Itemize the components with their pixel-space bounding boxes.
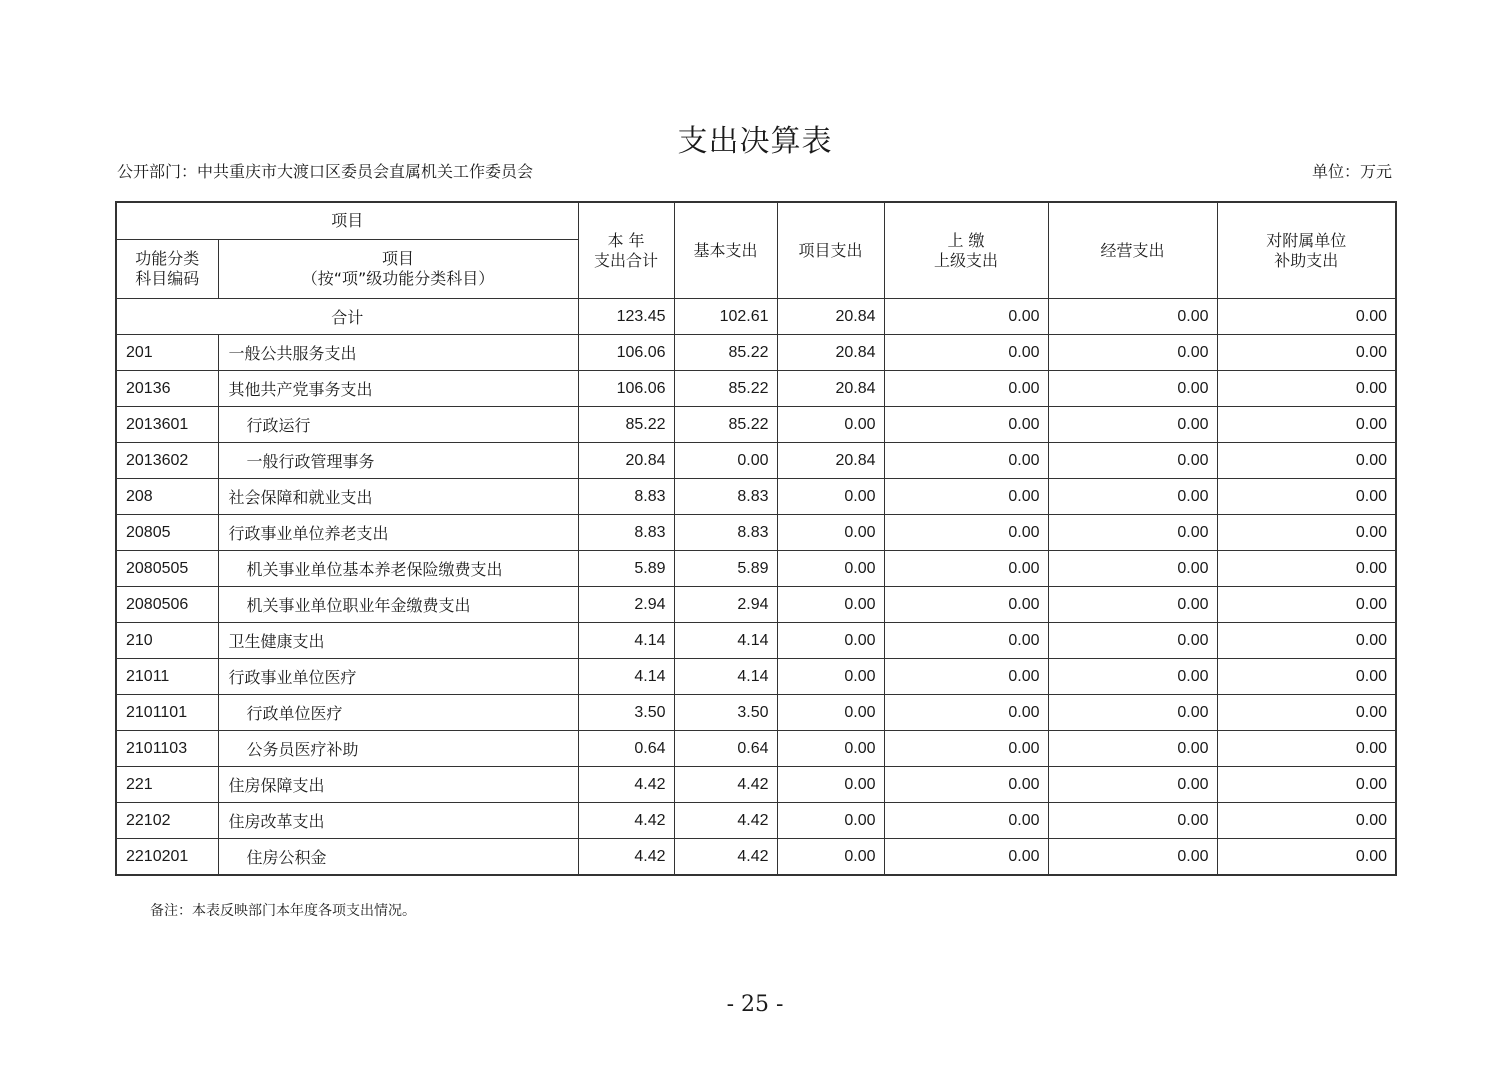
table-row bbox=[116, 767, 1396, 803]
row-code: 21011 bbox=[116, 659, 218, 695]
row-code: 2101103 bbox=[116, 731, 218, 767]
total-value: 20.84 bbox=[777, 299, 884, 335]
row-name: 住房公积金 bbox=[218, 839, 578, 876]
row-value: 20.84 bbox=[777, 335, 884, 371]
table-row bbox=[116, 659, 1396, 695]
row-value: 0.00 bbox=[1217, 515, 1396, 551]
row-value: 0.00 bbox=[884, 479, 1048, 515]
row-value: 4.42 bbox=[578, 767, 674, 803]
row-value: 0.00 bbox=[1217, 695, 1396, 731]
row-value: 2.94 bbox=[578, 587, 674, 623]
table-row bbox=[116, 731, 1396, 767]
page-title: 支出决算表 bbox=[677, 124, 833, 159]
row-value: 4.14 bbox=[674, 659, 777, 695]
row-code: 22102 bbox=[116, 803, 218, 839]
row-value: 0.00 bbox=[777, 551, 884, 587]
table-row bbox=[116, 335, 1396, 371]
row-value: 0.00 bbox=[1048, 371, 1217, 407]
row-value: 0.00 bbox=[884, 371, 1048, 407]
total-value: 102.61 bbox=[674, 299, 777, 335]
row-value: 0.00 bbox=[777, 731, 884, 767]
row-value: 0.00 bbox=[1217, 731, 1396, 767]
total-label: 合计 bbox=[116, 299, 578, 335]
row-value: 0.00 bbox=[777, 767, 884, 803]
row-name: 行政事业单位医疗 bbox=[218, 659, 578, 695]
row-name: 卫生健康支出 bbox=[218, 623, 578, 659]
row-value: 0.00 bbox=[884, 803, 1048, 839]
row-value: 0.00 bbox=[777, 515, 884, 551]
row-value: 4.14 bbox=[578, 659, 674, 695]
row-value: 0.00 bbox=[1048, 587, 1217, 623]
row-value: 0.00 bbox=[1048, 479, 1217, 515]
row-value: 0.00 bbox=[884, 551, 1048, 587]
row-value: 0.00 bbox=[1048, 731, 1217, 767]
row-code: 20805 bbox=[116, 515, 218, 551]
row-value: 85.22 bbox=[674, 335, 777, 371]
row-code: 210 bbox=[116, 623, 218, 659]
row-value: 0.00 bbox=[1048, 803, 1217, 839]
row-value: 0.00 bbox=[777, 479, 884, 515]
row-value: 0.00 bbox=[777, 695, 884, 731]
row-code: 2101101 bbox=[116, 695, 218, 731]
header-upper: 上 缴 上级支出 bbox=[884, 202, 1048, 299]
row-value: 4.42 bbox=[674, 803, 777, 839]
expenditure-table bbox=[115, 201, 1397, 876]
header-business: 经营支出 bbox=[1048, 202, 1217, 299]
table-row bbox=[116, 623, 1396, 659]
table-row bbox=[116, 407, 1396, 443]
row-value: 0.64 bbox=[674, 731, 777, 767]
row-value: 4.42 bbox=[578, 839, 674, 876]
row-name: 一般行政管理事务 bbox=[218, 443, 578, 479]
table-row bbox=[116, 479, 1396, 515]
row-code: 2080505 bbox=[116, 551, 218, 587]
row-name: 行政运行 bbox=[218, 407, 578, 443]
row-value: 106.06 bbox=[578, 335, 674, 371]
row-value: 2.94 bbox=[674, 587, 777, 623]
row-code: 2013602 bbox=[116, 443, 218, 479]
row-value: 4.14 bbox=[578, 623, 674, 659]
row-name: 行政事业单位养老支出 bbox=[218, 515, 578, 551]
row-value: 0.00 bbox=[1048, 659, 1217, 695]
row-value: 0.00 bbox=[1048, 623, 1217, 659]
row-value: 8.83 bbox=[674, 479, 777, 515]
row-value: 0.00 bbox=[1048, 443, 1217, 479]
row-code: 2013601 bbox=[116, 407, 218, 443]
row-value: 0.00 bbox=[884, 587, 1048, 623]
row-value: 5.89 bbox=[578, 551, 674, 587]
table-row bbox=[116, 443, 1396, 479]
row-value: 0.00 bbox=[884, 659, 1048, 695]
row-value: 0.00 bbox=[1217, 551, 1396, 587]
row-value: 0.00 bbox=[777, 623, 884, 659]
row-value: 0.00 bbox=[1217, 587, 1396, 623]
row-value: 4.14 bbox=[674, 623, 777, 659]
row-value: 20.84 bbox=[578, 443, 674, 479]
row-value: 0.00 bbox=[884, 623, 1048, 659]
total-value: 123.45 bbox=[578, 299, 674, 335]
row-value: 0.00 bbox=[884, 839, 1048, 876]
header-subsidy: 对附属单位 补助支出 bbox=[1217, 202, 1396, 299]
row-value: 85.22 bbox=[674, 407, 777, 443]
row-name: 机关事业单位基本养老保险缴费支出 bbox=[218, 551, 578, 587]
header-project: 项目 bbox=[116, 202, 578, 240]
row-code: 2210201 bbox=[116, 839, 218, 876]
row-name: 一般公共服务支出 bbox=[218, 335, 578, 371]
department-label: 公开部门：中共重庆市大渡口区委员会直属机关工作委员会 bbox=[117, 162, 534, 181]
row-value: 0.00 bbox=[1217, 767, 1396, 803]
row-value: 0.00 bbox=[1217, 371, 1396, 407]
row-value: 0.64 bbox=[578, 731, 674, 767]
row-value: 0.00 bbox=[777, 587, 884, 623]
row-value: 0.00 bbox=[1048, 839, 1217, 876]
header-code: 功能分类 科目编码 bbox=[116, 240, 218, 299]
row-name: 社会保障和就业支出 bbox=[218, 479, 578, 515]
row-value: 0.00 bbox=[1217, 623, 1396, 659]
total-row bbox=[116, 299, 1396, 335]
row-value: 0.00 bbox=[1048, 551, 1217, 587]
row-name: 行政单位医疗 bbox=[218, 695, 578, 731]
row-value: 20.84 bbox=[777, 443, 884, 479]
row-value: 0.00 bbox=[1217, 443, 1396, 479]
row-value: 0.00 bbox=[1217, 839, 1396, 876]
row-value: 85.22 bbox=[674, 371, 777, 407]
row-code: 208 bbox=[116, 479, 218, 515]
table-row bbox=[116, 803, 1396, 839]
row-code: 221 bbox=[116, 767, 218, 803]
row-value: 0.00 bbox=[1217, 407, 1396, 443]
row-value: 0.00 bbox=[1048, 335, 1217, 371]
row-value: 4.42 bbox=[578, 803, 674, 839]
header-total: 本 年 支出合计 bbox=[578, 202, 674, 299]
row-value: 0.00 bbox=[1048, 695, 1217, 731]
row-value: 0.00 bbox=[884, 695, 1048, 731]
table-row bbox=[116, 551, 1396, 587]
row-code: 2080506 bbox=[116, 587, 218, 623]
row-value: 85.22 bbox=[578, 407, 674, 443]
total-value: 0.00 bbox=[884, 299, 1048, 335]
row-value: 0.00 bbox=[884, 407, 1048, 443]
table-row bbox=[116, 839, 1396, 876]
row-value: 0.00 bbox=[1217, 335, 1396, 371]
table-row bbox=[116, 695, 1396, 731]
row-name: 机关事业单位职业年金缴费支出 bbox=[218, 587, 578, 623]
row-value: 0.00 bbox=[777, 659, 884, 695]
row-value: 106.06 bbox=[578, 371, 674, 407]
row-value: 0.00 bbox=[777, 407, 884, 443]
row-value: 0.00 bbox=[1048, 407, 1217, 443]
page-number: - 25 - bbox=[726, 992, 784, 1017]
row-value: 0.00 bbox=[777, 803, 884, 839]
row-value: 0.00 bbox=[777, 839, 884, 876]
row-value: 0.00 bbox=[884, 443, 1048, 479]
row-name: 其他共产党事务支出 bbox=[218, 371, 578, 407]
row-value: 20.84 bbox=[777, 371, 884, 407]
row-value: 0.00 bbox=[1217, 479, 1396, 515]
row-value: 0.00 bbox=[884, 731, 1048, 767]
row-name: 住房保障支出 bbox=[218, 767, 578, 803]
row-value: 8.83 bbox=[578, 479, 674, 515]
row-value: 3.50 bbox=[674, 695, 777, 731]
row-value: 0.00 bbox=[1048, 515, 1217, 551]
row-code: 201 bbox=[116, 335, 218, 371]
row-value: 4.42 bbox=[674, 839, 777, 876]
row-value: 0.00 bbox=[1217, 659, 1396, 695]
row-value: 8.83 bbox=[578, 515, 674, 551]
footnote: 备注：本表反映部门本年度各项支出情况。 bbox=[150, 903, 416, 919]
total-value: 0.00 bbox=[1217, 299, 1396, 335]
row-value: 0.00 bbox=[1048, 767, 1217, 803]
row-code: 20136 bbox=[116, 371, 218, 407]
row-value: 0.00 bbox=[884, 515, 1048, 551]
row-value: 3.50 bbox=[578, 695, 674, 731]
header-proj: 项目支出 bbox=[777, 202, 884, 299]
total-value: 0.00 bbox=[1048, 299, 1217, 335]
row-value: 5.89 bbox=[674, 551, 777, 587]
table-row bbox=[116, 515, 1396, 551]
row-name: 住房改革支出 bbox=[218, 803, 578, 839]
row-value: 0.00 bbox=[884, 767, 1048, 803]
row-value: 0.00 bbox=[674, 443, 777, 479]
row-value: 8.83 bbox=[674, 515, 777, 551]
header-name: 项目 （按“项”级功能分类科目） bbox=[218, 240, 578, 299]
unit-label: 单位：万元 bbox=[1311, 162, 1392, 181]
row-value: 0.00 bbox=[884, 335, 1048, 371]
row-value: 0.00 bbox=[1217, 803, 1396, 839]
row-value: 4.42 bbox=[674, 767, 777, 803]
row-name: 公务员医疗补助 bbox=[218, 731, 578, 767]
table-row bbox=[116, 371, 1396, 407]
header-basic: 基本支出 bbox=[674, 202, 777, 299]
table-row bbox=[116, 587, 1396, 623]
